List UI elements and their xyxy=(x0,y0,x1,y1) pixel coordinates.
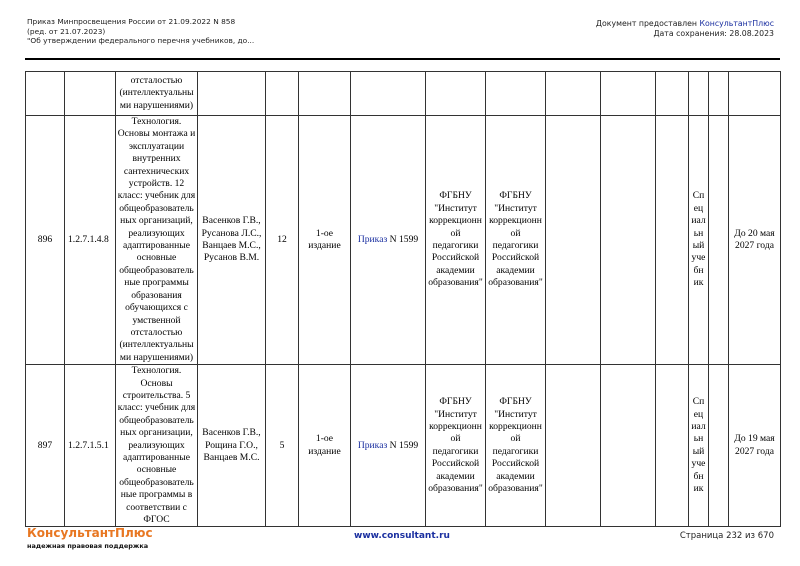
until-cell: До 19 мая 2027 года xyxy=(729,365,781,527)
doc-title-line: Приказ Минпросвещения России от 21.09.2022 N 858 xyxy=(27,17,236,26)
row-code: 1.2.7.1.4.8 xyxy=(65,116,116,365)
type-cell: Сп ец иал ьн ый уче бн ик xyxy=(689,116,709,365)
org-cell: ФГБНУ "Институт коррекционн ой педагогики Российской академии образования" xyxy=(486,116,546,365)
footer-logo: КонсультантПлюс xyxy=(27,526,153,540)
grade-cell: 12 xyxy=(266,116,299,365)
row-number: 896 xyxy=(26,116,65,365)
authors-cell: Васенков Г.В., Русанова Л.С., Ванцаев М.С., Русанов В.М. xyxy=(198,116,266,365)
row-code: 1.2.7.1.5.1 xyxy=(65,365,116,527)
org-cell: ФГБНУ "Институт коррекционн ой педагогики Российской академии образования" xyxy=(426,365,486,527)
order-link[interactable]: Приказ xyxy=(357,439,388,451)
authors-cell: Васенков Г.В., Рощина Г.О., Ванцаев М.С. xyxy=(198,365,266,527)
org-cell: ФГБНУ "Институт коррекционн ой педагогики Российской академии образования" xyxy=(486,365,546,527)
table-row xyxy=(26,365,781,527)
footer-tagline: надежная правовая поддержка xyxy=(27,542,149,550)
textbook-table xyxy=(25,71,781,527)
title-cell: Технология. Основы строительства. 5 класс: учебник для общеобразователь ных организации, реализующих адаптированные основные общеобразователь ные программы в соответствии с ФГОС xyxy=(116,365,198,527)
grade-cell: 5 xyxy=(266,365,299,527)
footer-url-link[interactable]: www.consultant.ru xyxy=(354,531,450,541)
edition-cell: 1-ое издание xyxy=(299,116,351,365)
provided-by xyxy=(596,19,774,39)
edition-cell: 1-ое издание xyxy=(299,365,351,527)
doc-title-line: (ред. от 21.07.2023) xyxy=(27,26,106,36)
until-cell: До 20 мая 2027 года xyxy=(729,116,781,365)
header-divider xyxy=(25,58,780,60)
row-number: 897 xyxy=(26,365,65,527)
table-row xyxy=(26,116,781,365)
provided-prefix: Документ предоставлен xyxy=(595,19,700,28)
doc-title-line: "Об утверждении федерального перечня учебников, до... xyxy=(27,36,255,45)
document-title xyxy=(27,17,254,46)
provided-brand-link[interactable]: КонсультантПлюс xyxy=(699,19,774,28)
order-number: N 1599 xyxy=(387,439,419,451)
type-cell: Сп ец иал ьн ый уче бн ик xyxy=(689,365,709,527)
order-number: N 1599 xyxy=(387,233,419,245)
title-cell: отсталостью (интеллектуальны ми нарушениями) xyxy=(116,72,198,116)
title-cell: Технология. Основы монтажа и эксплуатации внутренних сантехнических устройств. 12 класс: учебник для общеобразователь ных организаций, реализующих адаптированные основные общеобразователь ные программы образования обучающихся с умственной отсталостью (интеллектуальны ми нарушениями) xyxy=(116,116,198,365)
table-row xyxy=(26,72,781,116)
save-date: Дата сохранения: 28.08.2023 xyxy=(653,29,774,38)
order-cell xyxy=(351,116,426,365)
org-cell: ФГБНУ "Институт коррекционн ой педагогики Российской академии образования" xyxy=(426,116,486,365)
page-number: Страница 232 из 670 xyxy=(679,531,774,541)
order-cell xyxy=(351,365,426,527)
order-link[interactable]: Приказ xyxy=(357,233,388,245)
